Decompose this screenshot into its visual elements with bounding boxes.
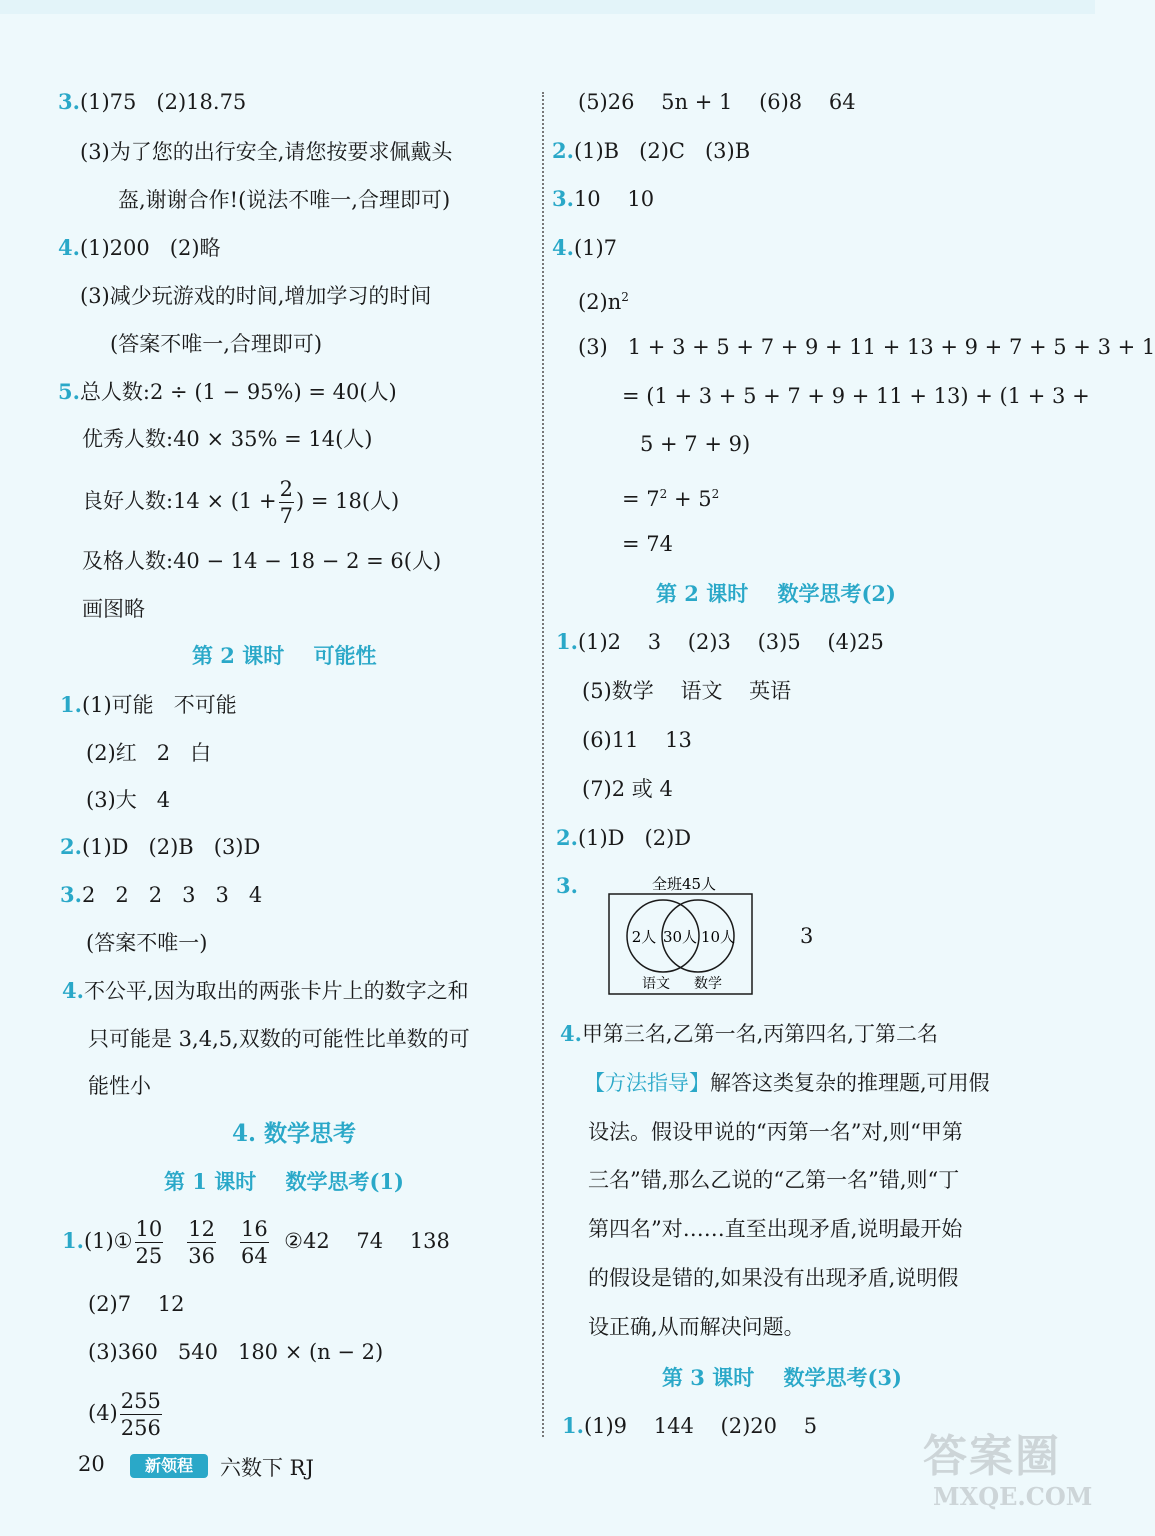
l24: (4) $\frac{255}{256}$: [88, 1389, 161, 1440]
r12: (5)数学 语文 英语: [582, 679, 792, 703]
r4: 4.(1)7: [552, 235, 618, 260]
l19: 只可能是 3,4,5,双数的可能性比单数的可: [88, 1027, 470, 1051]
venn-diagram: [608, 872, 756, 996]
r9: = $7^2 + 5^2$: [622, 487, 720, 511]
l17: (答案不唯一): [86, 931, 208, 955]
l20: 能性小: [88, 1074, 151, 1098]
l7: 5.总人数:2 ÷ (1 − 95%) = 40(人): [58, 379, 397, 404]
venn-right-only: 10人: [700, 928, 736, 946]
lesson-heading: 第 1 课时 数学思考(1): [164, 1169, 404, 1194]
fraction: $\frac{10}{25}$: [135, 1217, 163, 1268]
r11: 1.(1)2 3 (2)3 (3)5 (4)25: [556, 629, 884, 654]
r1: (5)26 5n + 1 (6)8 64: [578, 90, 856, 114]
l11: 画图略: [82, 597, 145, 621]
venn-label-math: 数学: [694, 976, 722, 992]
r21: 第四名”对……直至出现矛盾,说明最开始: [588, 1217, 963, 1241]
r5: $(2)n^2$: [578, 290, 629, 314]
lesson-heading: 第 2 课时 可能性: [192, 643, 377, 668]
book-label: 六数下 RJ: [220, 1456, 314, 1480]
fraction: $\frac{2}{7}$: [279, 477, 293, 528]
l5: (3)减少玩游戏的时间,增加学习的时间: [80, 284, 432, 308]
l2: (3)为了您的出行安全,请您按要求佩戴头: [80, 140, 453, 164]
watermark-url: MXQE.COM: [933, 1482, 1093, 1511]
r17: 4.甲第三名,乙第一名,丙第四名,丁第二名: [560, 1021, 938, 1046]
r13: (6)11 13: [582, 728, 692, 752]
top-band: [0, 0, 1095, 14]
page-number: 20: [78, 1452, 105, 1476]
lesson-heading: 第 3 课时 数学思考(3): [662, 1365, 902, 1390]
l13: (2)红 2 白: [86, 741, 212, 765]
section-title: 4. 数学思考: [232, 1120, 357, 1147]
l8: 优秀人数:40 × 35% = 14(人): [82, 427, 373, 451]
r19: 设法。假设甲说的“丙第一名”对,则“甲第: [588, 1120, 963, 1144]
l16: 3.2 2 2 3 3 4: [60, 882, 263, 907]
l15: 2.(1)D (2)B (3)D: [60, 834, 261, 859]
l21: 1.(1)① $\frac{10}{25}$ $\frac{12}{36}$ $\frac{16}{64}$ ②42 74 138: [62, 1217, 450, 1268]
l22: (2)7 12: [88, 1292, 185, 1316]
r14: (7)2 或 4: [582, 777, 673, 801]
venn-title: 全班45人: [651, 875, 717, 893]
l23: (3)360 540 180 × (n − 2): [88, 1340, 384, 1364]
fraction: $\frac{255}{256}$: [120, 1389, 161, 1440]
watermark: [915, 1420, 1093, 1530]
l6: (答案不唯一,合理即可): [110, 332, 323, 356]
lesson-heading: 第 2 课时 数学思考(2): [656, 581, 896, 606]
venn-answer: 3: [800, 924, 814, 948]
r6: (3) 1 + 3 + 5 + 7 + 9 + 11 + 13 + 9 + 7 + 5 + 3 + 1: [578, 335, 1155, 359]
l12: 1.(1)可能 不可能: [60, 692, 237, 717]
venn-label-chinese: 语文: [642, 976, 670, 992]
r22: 的假设是错的,如果没有出现矛盾,说明假: [588, 1266, 959, 1290]
l18: 4.不公平,因为取出的两张卡片上的数字之和: [62, 978, 469, 1003]
column-divider: [542, 92, 544, 1437]
r3: 3.10 10: [552, 186, 655, 211]
r10: = 74: [622, 532, 673, 556]
r15: 2.(1)D (2)D: [556, 825, 692, 850]
r7: = (1 + 3 + 5 + 7 + 9 + 11 + 13) + (1 + 3 +: [622, 384, 1090, 408]
r2: 2.(1)B (2)C (3)B: [552, 138, 751, 163]
r16: 3.: [556, 873, 578, 898]
l4: 4.(1)200 (2)略: [58, 235, 221, 260]
l9: 良好人数:14 × (1 + $\frac{2}{7}$ ) = 18(人): [82, 477, 400, 528]
fraction: $\frac{16}{64}$: [241, 1217, 268, 1268]
l3: 盔,谢谢合作!(说法不唯一,合理即可): [118, 188, 451, 212]
l10: 及格人数:40 − 14 − 18 − 2 = 6(人): [82, 549, 442, 573]
venn-left-only: 2人: [631, 928, 657, 946]
fraction: $\frac{12}{36}$: [188, 1217, 216, 1268]
r20: 三名”错,那么乙说的“乙第一名”错,则“丁: [588, 1168, 960, 1192]
l14: (3)大 4: [86, 788, 171, 812]
l1: 3.(1)75 (2)18.75: [58, 89, 247, 114]
venn-both: 30人: [662, 928, 698, 946]
r8: 5 + 7 + 9): [640, 432, 751, 456]
watermark-logo: 答案圈: [923, 1431, 1061, 1482]
r18: 【方法指导】解答这类复杂的推理题,可用假: [584, 1071, 990, 1095]
r23: 设正确,从而解决问题。: [588, 1315, 805, 1339]
brand-logo: 新领程: [130, 1454, 208, 1478]
r24: 1.(1)9 144 (2)20 5: [562, 1413, 818, 1438]
